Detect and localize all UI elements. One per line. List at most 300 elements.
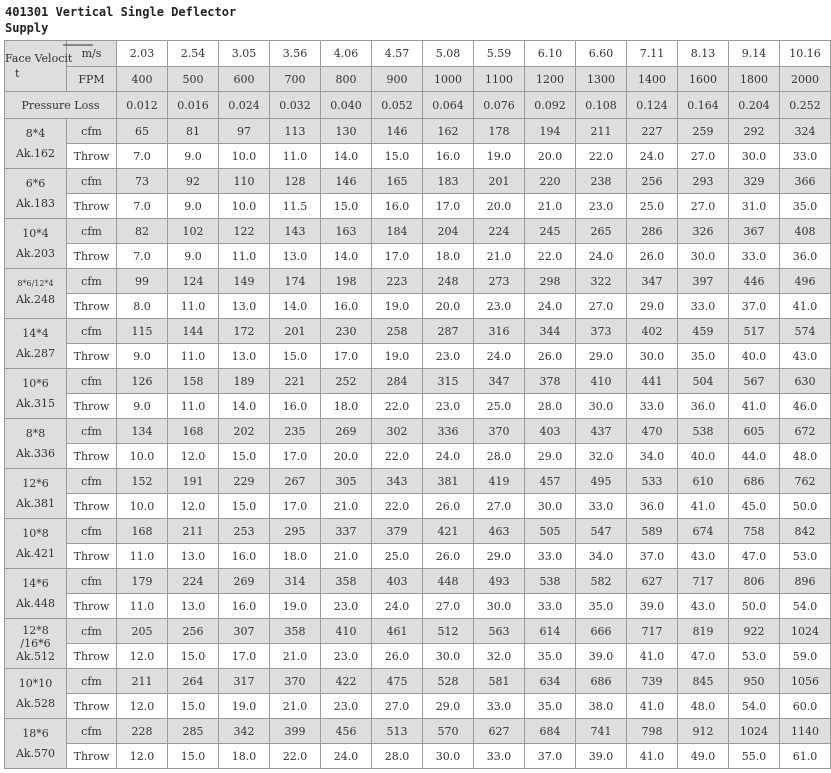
ak-value-label: Ak.248 — [15, 292, 56, 306]
throw-value-cell: 9.0 — [168, 194, 219, 219]
throw-value-cell: 13.0 — [219, 294, 270, 319]
throw-value-cell: 46.0 — [780, 394, 831, 419]
throw-value-cell: 7.0 — [117, 144, 168, 169]
face-velocity-wrap: t — [15, 67, 20, 80]
ak-value-label: Ak.183 — [15, 196, 56, 210]
cfm-value-cell: 65 — [117, 119, 168, 144]
throw-label: Throw — [67, 144, 117, 169]
cfm-value-cell: 322 — [576, 269, 627, 294]
throw-value-cell: 15.0 — [168, 644, 219, 669]
ak-value-label: Ak.203 — [15, 246, 56, 260]
throw-value-cell: 23.0 — [474, 294, 525, 319]
model-size-label: 18*6 — [22, 726, 49, 740]
cfm-value-cell: 686 — [729, 469, 780, 494]
cfm-value-cell: 504 — [678, 369, 729, 394]
cfm-label: cfm — [67, 419, 117, 444]
cfm-value-cell: 97 — [219, 119, 270, 144]
document-title — [5, 4, 236, 36]
throw-value-cell: 32.0 — [576, 444, 627, 469]
table-row — [5, 119, 831, 144]
fpm-value-cell: 1100 — [474, 67, 525, 92]
fpm-value-cell: 2000 — [780, 67, 831, 92]
cfm-label: cfm — [67, 219, 117, 244]
ak-value-label: Ak.315 — [15, 396, 56, 410]
throw-value-cell: 33.0 — [474, 744, 525, 769]
table-row — [5, 719, 831, 744]
cfm-value-cell: 99 — [117, 269, 168, 294]
throw-value-cell: 28.0 — [372, 744, 423, 769]
cfm-value-cell: 950 — [729, 669, 780, 694]
throw-value-cell: 12.0 — [168, 444, 219, 469]
cfm-value-cell: 538 — [678, 419, 729, 444]
throw-value-cell: 17.0 — [321, 344, 372, 369]
cfm-value-cell: 184 — [372, 219, 423, 244]
throw-value-cell: 18.0 — [423, 244, 474, 269]
throw-value-cell: 50.0 — [780, 494, 831, 519]
cfm-value-cell: 168 — [168, 419, 219, 444]
pressure-loss-value-cell: 0.016 — [168, 92, 219, 119]
cfm-value-cell: 238 — [576, 169, 627, 194]
throw-value-cell: 27.0 — [576, 294, 627, 319]
table-row — [5, 594, 831, 619]
throw-value-cell: 24.0 — [423, 444, 474, 469]
throw-value-cell: 39.0 — [576, 744, 627, 769]
cfm-value-cell: 258 — [372, 319, 423, 344]
table-row — [5, 619, 831, 644]
cfm-value-cell: 630 — [780, 369, 831, 394]
throw-value-cell: 16.0 — [219, 544, 270, 569]
cfm-value-cell: 223 — [372, 269, 423, 294]
throw-value-cell: 20.0 — [474, 194, 525, 219]
cfm-value-cell: 256 — [168, 619, 219, 644]
throw-value-cell: 26.0 — [627, 244, 678, 269]
table-row — [5, 194, 831, 219]
cfm-value-cell: 399 — [270, 719, 321, 744]
cfm-value-cell: 563 — [474, 619, 525, 644]
fpm-value-cell: 800 — [321, 67, 372, 92]
throw-value-cell: 41.0 — [627, 694, 678, 719]
cfm-value-cell: 149 — [219, 269, 270, 294]
fpm-label: FPM — [67, 67, 117, 92]
throw-value-cell: 20.0 — [321, 444, 372, 469]
cfm-value-cell: 614 — [525, 619, 576, 644]
throw-value-cell: 53.0 — [780, 544, 831, 569]
throw-value-cell: 15.0 — [219, 494, 270, 519]
table-row — [5, 219, 831, 244]
title-line-2: Supply — [5, 21, 49, 35]
cfm-value-cell: 672 — [780, 419, 831, 444]
cfm-value-cell: 358 — [270, 619, 321, 644]
throw-value-cell: 16.0 — [219, 594, 270, 619]
cfm-value-cell: 198 — [321, 269, 372, 294]
throw-value-cell: 21.0 — [474, 244, 525, 269]
cfm-value-cell: 674 — [678, 519, 729, 544]
model-size-label-2: /16*6 — [20, 637, 51, 650]
throw-value-cell: 12.0 — [117, 744, 168, 769]
model-size-cell — [5, 469, 67, 519]
cfm-value-cell: 1140 — [780, 719, 831, 744]
cfm-value-cell: 370 — [270, 669, 321, 694]
cfm-value-cell: 419 — [474, 469, 525, 494]
throw-value-cell: 19.0 — [270, 594, 321, 619]
cfm-value-cell: 73 — [117, 169, 168, 194]
cfm-value-cell: 367 — [729, 219, 780, 244]
model-size-cell — [5, 519, 67, 569]
ak-value-label: Ak.287 — [15, 346, 56, 360]
pressure-loss-value-cell: 0.108 — [576, 92, 627, 119]
throw-value-cell: 40.0 — [729, 344, 780, 369]
throw-value-cell: 29.0 — [627, 294, 678, 319]
throw-value-cell: 14.0 — [321, 144, 372, 169]
pressure-loss-value-cell: 0.052 — [372, 92, 423, 119]
ms-value-cell: 5.08 — [423, 41, 474, 67]
table-row — [5, 494, 831, 519]
cfm-value-cell: 143 — [270, 219, 321, 244]
throw-value-cell: 10.0 — [219, 144, 270, 169]
cfm-value-cell: 146 — [321, 169, 372, 194]
throw-value-cell: 15.0 — [168, 694, 219, 719]
throw-value-cell: 22.0 — [372, 494, 423, 519]
throw-value-cell: 21.0 — [321, 544, 372, 569]
cfm-label: cfm — [67, 719, 117, 744]
ak-value-label: Ak.512 — [15, 650, 56, 663]
throw-value-cell: 17.0 — [270, 444, 321, 469]
throw-value-cell: 17.0 — [372, 244, 423, 269]
model-size-cell — [5, 419, 67, 469]
cfm-value-cell: 337 — [321, 519, 372, 544]
cfm-value-cell: 410 — [321, 619, 372, 644]
throw-value-cell: 50.0 — [729, 594, 780, 619]
cfm-value-cell: 896 — [780, 569, 831, 594]
cfm-value-cell: 512 — [423, 619, 474, 644]
throw-value-cell: 11.0 — [117, 544, 168, 569]
throw-value-cell: 26.0 — [372, 644, 423, 669]
cfm-value-cell: 284 — [372, 369, 423, 394]
cfm-value-cell: 381 — [423, 469, 474, 494]
performance-table — [4, 40, 831, 769]
table-row — [5, 444, 831, 469]
cfm-value-cell: 717 — [627, 619, 678, 644]
model-size-cell — [5, 569, 67, 619]
pressure-loss-label: Pressure Loss — [5, 92, 117, 119]
cfm-value-cell: 441 — [627, 369, 678, 394]
table-row — [5, 669, 831, 694]
cfm-value-cell: 634 — [525, 669, 576, 694]
throw-value-cell: 11.0 — [270, 144, 321, 169]
throw-value-cell: 47.0 — [678, 644, 729, 669]
throw-value-cell: 18.0 — [321, 394, 372, 419]
throw-label: Throw — [67, 594, 117, 619]
throw-value-cell: 33.0 — [627, 394, 678, 419]
throw-value-cell: 25.0 — [372, 544, 423, 569]
fpm-value-cell: 900 — [372, 67, 423, 92]
cfm-value-cell: 1024 — [780, 619, 831, 644]
throw-value-cell: 26.0 — [423, 494, 474, 519]
ak-value-label: Ak.381 — [15, 496, 56, 510]
cfm-value-cell: 202 — [219, 419, 270, 444]
cfm-value-cell: 221 — [270, 369, 321, 394]
throw-value-cell: 16.0 — [321, 294, 372, 319]
throw-value-cell: 29.0 — [474, 544, 525, 569]
model-size-label: 8*4 — [25, 126, 46, 140]
fpm-value-cell: 1800 — [729, 67, 780, 92]
header-diagonal-line — [63, 44, 93, 46]
cfm-value-cell: 201 — [270, 319, 321, 344]
throw-value-cell: 10.0 — [117, 494, 168, 519]
cfm-value-cell: 211 — [168, 519, 219, 544]
cfm-value-cell: 163 — [321, 219, 372, 244]
cfm-value-cell: 605 — [729, 419, 780, 444]
throw-value-cell: 60.0 — [780, 694, 831, 719]
throw-value-cell: 22.0 — [372, 394, 423, 419]
cfm-value-cell: 347 — [627, 269, 678, 294]
table-row — [5, 519, 831, 544]
throw-value-cell: 24.0 — [576, 244, 627, 269]
cfm-value-cell: 495 — [576, 469, 627, 494]
throw-value-cell: 15.0 — [168, 744, 219, 769]
fpm-value-cell: 1000 — [423, 67, 474, 92]
cfm-value-cell: 457 — [525, 469, 576, 494]
cfm-value-cell: 115 — [117, 319, 168, 344]
fpm-value-cell: 1200 — [525, 67, 576, 92]
throw-value-cell: 30.0 — [525, 494, 576, 519]
ms-value-cell: 7.11 — [627, 41, 678, 67]
throw-value-cell: 23.0 — [321, 694, 372, 719]
pressure-loss-value-cell: 0.252 — [780, 92, 831, 119]
throw-value-cell: 24.0 — [321, 744, 372, 769]
throw-value-cell: 13.0 — [168, 544, 219, 569]
throw-value-cell: 41.0 — [729, 394, 780, 419]
throw-label: Throw — [67, 344, 117, 369]
throw-value-cell: 33.0 — [678, 294, 729, 319]
model-size-cell — [5, 669, 67, 719]
throw-value-cell: 38.0 — [576, 694, 627, 719]
fpm-value-cell: 600 — [219, 67, 270, 92]
cfm-value-cell: 102 — [168, 219, 219, 244]
table-row — [5, 644, 831, 669]
ms-label: m/s — [67, 41, 117, 67]
ms-value-cell: 2.54 — [168, 41, 219, 67]
fpm-value-cell: 1600 — [678, 67, 729, 92]
model-size-label: 10*10 — [18, 676, 53, 690]
throw-value-cell: 33.0 — [780, 144, 831, 169]
ms-value-cell: 4.06 — [321, 41, 372, 67]
cfm-value-cell: 295 — [270, 519, 321, 544]
ak-value-label: Ak.448 — [15, 596, 56, 610]
cfm-value-cell: 819 — [678, 619, 729, 644]
throw-value-cell: 23.0 — [423, 344, 474, 369]
table-row — [5, 269, 831, 294]
throw-value-cell: 16.0 — [372, 194, 423, 219]
cfm-value-cell: 459 — [678, 319, 729, 344]
cfm-value-cell: 463 — [474, 519, 525, 544]
throw-value-cell: 39.0 — [627, 594, 678, 619]
model-size-label: 12*6 — [22, 476, 49, 490]
cfm-value-cell: 366 — [780, 169, 831, 194]
throw-label: Throw — [67, 694, 117, 719]
cfm-value-cell: 201 — [474, 169, 525, 194]
cfm-value-cell: 717 — [678, 569, 729, 594]
ak-value-label: Ak.162 — [15, 146, 56, 160]
pressure-loss-value-cell: 0.124 — [627, 92, 678, 119]
cfm-value-cell: 307 — [219, 619, 270, 644]
throw-value-cell: 34.0 — [576, 544, 627, 569]
throw-value-cell: 30.0 — [423, 744, 474, 769]
cfm-value-cell: 228 — [117, 719, 168, 744]
table-row — [5, 369, 831, 394]
table-row — [5, 319, 831, 344]
cfm-value-cell: 402 — [627, 319, 678, 344]
ms-value-cell: 5.59 — [474, 41, 525, 67]
throw-value-cell: 36.0 — [627, 494, 678, 519]
model-size-cell — [5, 369, 67, 419]
cfm-label: cfm — [67, 319, 117, 344]
cfm-value-cell: 666 — [576, 619, 627, 644]
cfm-value-cell: 205 — [117, 619, 168, 644]
throw-value-cell: 24.0 — [372, 594, 423, 619]
throw-value-cell: 11.0 — [168, 294, 219, 319]
cfm-value-cell: 293 — [678, 169, 729, 194]
cfm-value-cell: 422 — [321, 669, 372, 694]
table-body — [5, 41, 831, 769]
throw-value-cell: 21.0 — [270, 644, 321, 669]
throw-value-cell: 28.0 — [525, 394, 576, 419]
pressure-loss-value-cell: 0.092 — [525, 92, 576, 119]
cfm-value-cell: 189 — [219, 369, 270, 394]
throw-value-cell: 22.0 — [525, 244, 576, 269]
throw-value-cell: 31.0 — [729, 194, 780, 219]
cfm-value-cell: 373 — [576, 319, 627, 344]
cfm-value-cell: 336 — [423, 419, 474, 444]
cfm-value-cell: 252 — [321, 369, 372, 394]
cfm-value-cell: 82 — [117, 219, 168, 244]
throw-value-cell: 14.0 — [270, 294, 321, 319]
cfm-value-cell: 475 — [372, 669, 423, 694]
ak-value-label: Ak.421 — [15, 546, 56, 560]
cfm-value-cell: 448 — [423, 569, 474, 594]
pressure-loss-value-cell: 0.064 — [423, 92, 474, 119]
cfm-value-cell: 470 — [627, 419, 678, 444]
cfm-label: cfm — [67, 269, 117, 294]
throw-value-cell: 54.0 — [729, 694, 780, 719]
throw-value-cell: 36.0 — [780, 244, 831, 269]
cfm-value-cell: 245 — [525, 219, 576, 244]
cfm-value-cell: 253 — [219, 519, 270, 544]
cfm-value-cell: 378 — [525, 369, 576, 394]
throw-value-cell: 20.0 — [525, 144, 576, 169]
cfm-label: cfm — [67, 119, 117, 144]
cfm-value-cell: 158 — [168, 369, 219, 394]
cfm-value-cell: 627 — [627, 569, 678, 594]
throw-value-cell: 35.0 — [678, 344, 729, 369]
cfm-value-cell: 806 — [729, 569, 780, 594]
throw-value-cell: 39.0 — [576, 644, 627, 669]
cfm-value-cell: 408 — [780, 219, 831, 244]
cfm-value-cell: 256 — [627, 169, 678, 194]
fpm-value-cell: 1300 — [576, 67, 627, 92]
throw-label: Throw — [67, 244, 117, 269]
throw-value-cell: 17.0 — [219, 644, 270, 669]
model-size-label: 8*8 — [25, 426, 46, 440]
cfm-value-cell: 224 — [168, 569, 219, 594]
fpm-value-cell: 1400 — [627, 67, 678, 92]
throw-value-cell: 12.0 — [117, 694, 168, 719]
cfm-value-cell: 315 — [423, 369, 474, 394]
throw-value-cell: 16.0 — [270, 394, 321, 419]
throw-value-cell: 27.0 — [372, 694, 423, 719]
throw-value-cell: 10.0 — [219, 194, 270, 219]
cfm-value-cell: 265 — [576, 219, 627, 244]
throw-value-cell: 8.0 — [117, 294, 168, 319]
throw-value-cell: 15.0 — [321, 194, 372, 219]
throw-value-cell: 43.0 — [780, 344, 831, 369]
table-row — [5, 694, 831, 719]
cfm-value-cell: 165 — [372, 169, 423, 194]
cfm-value-cell: 314 — [270, 569, 321, 594]
cfm-value-cell: 267 — [270, 469, 321, 494]
fpm-value-cell: 500 — [168, 67, 219, 92]
cfm-value-cell: 126 — [117, 369, 168, 394]
cfm-value-cell: 110 — [219, 169, 270, 194]
throw-value-cell: 14.0 — [219, 394, 270, 419]
cfm-value-cell: 496 — [780, 269, 831, 294]
throw-value-cell: 45.0 — [729, 494, 780, 519]
throw-value-cell: 43.0 — [678, 594, 729, 619]
header-row-fpm — [5, 67, 831, 92]
cfm-value-cell: 317 — [219, 669, 270, 694]
table-row — [5, 419, 831, 444]
ms-value-cell: 6.10 — [525, 41, 576, 67]
model-size-label: 10*8 — [22, 526, 49, 540]
table-row — [5, 569, 831, 594]
title-line-1: 401301 Vertical Single Deflector — [5, 5, 237, 19]
throw-value-cell: 11.5 — [270, 194, 321, 219]
cfm-value-cell: 533 — [627, 469, 678, 494]
cfm-value-cell: 358 — [321, 569, 372, 594]
cfm-value-cell: 403 — [372, 569, 423, 594]
throw-value-cell: 22.0 — [576, 144, 627, 169]
cfm-value-cell: 264 — [168, 669, 219, 694]
cfm-value-cell: 113 — [270, 119, 321, 144]
table-row — [5, 469, 831, 494]
throw-value-cell: 23.0 — [321, 594, 372, 619]
cfm-value-cell: 152 — [117, 469, 168, 494]
throw-value-cell: 41.0 — [780, 294, 831, 319]
cfm-value-cell: 912 — [678, 719, 729, 744]
throw-value-cell: 19.0 — [372, 344, 423, 369]
cfm-label: cfm — [67, 669, 117, 694]
throw-value-cell: 22.0 — [372, 444, 423, 469]
ms-value-cell: 6.60 — [576, 41, 627, 67]
ms-value-cell: 2.03 — [117, 41, 168, 67]
cfm-value-cell: 437 — [576, 419, 627, 444]
table-row — [5, 244, 831, 269]
throw-value-cell: 7.0 — [117, 244, 168, 269]
cfm-value-cell: 397 — [678, 269, 729, 294]
model-size-label: 10*6 — [22, 376, 49, 390]
throw-value-cell: 48.0 — [780, 444, 831, 469]
cfm-value-cell: 273 — [474, 269, 525, 294]
cfm-value-cell: 379 — [372, 519, 423, 544]
throw-value-cell: 49.0 — [678, 744, 729, 769]
cfm-label: cfm — [67, 519, 117, 544]
model-size-cell — [5, 269, 67, 319]
cfm-value-cell: 1024 — [729, 719, 780, 744]
table-row — [5, 169, 831, 194]
cfm-value-cell: 505 — [525, 519, 576, 544]
model-size-label: 12*8 — [22, 624, 49, 637]
table-row — [5, 544, 831, 569]
